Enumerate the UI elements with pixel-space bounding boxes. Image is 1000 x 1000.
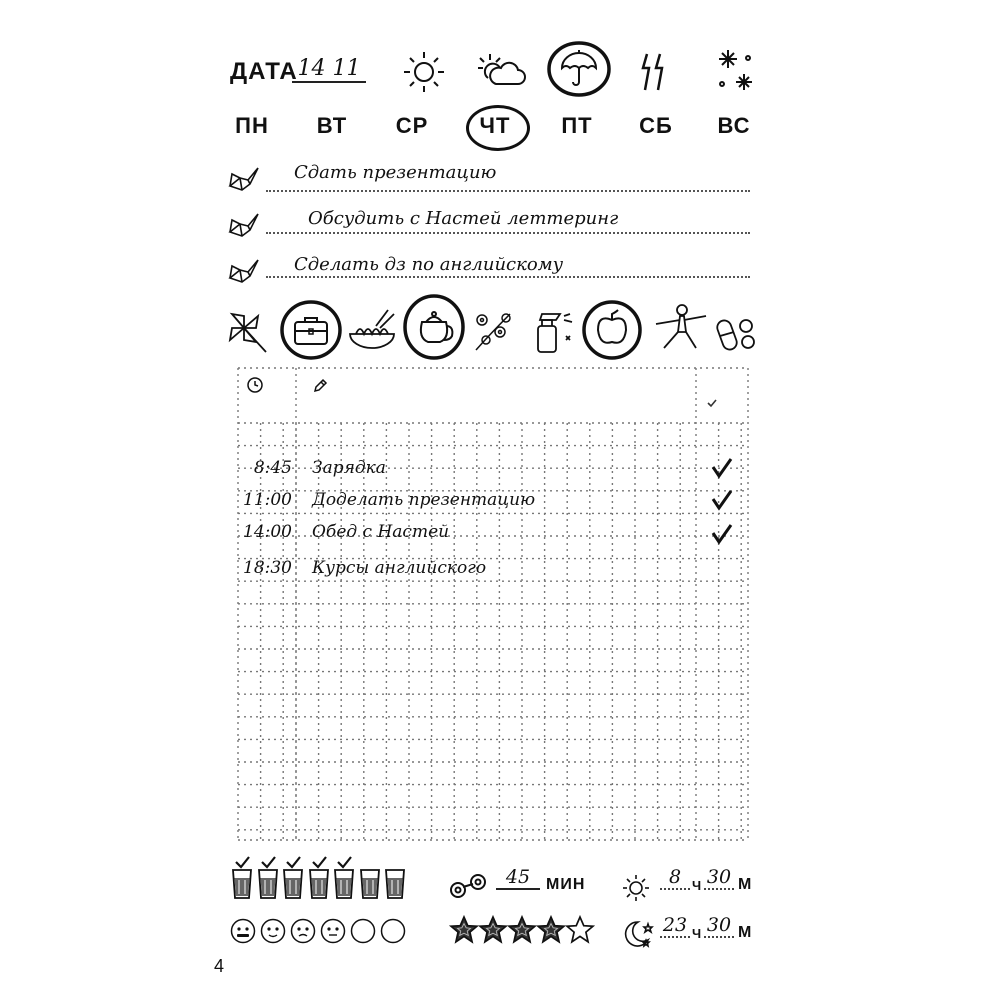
exercise-unit: МИН: [546, 876, 586, 893]
goal-text[interactable]: Сдать презентацию: [294, 162, 497, 183]
mood-face-icon[interactable]: [320, 918, 346, 944]
weekday-wed[interactable]: СР: [395, 113, 429, 138]
activity-pinwheel[interactable]: [226, 310, 270, 354]
wake-minutes[interactable]: 30: [704, 866, 734, 890]
goal-line: [266, 276, 750, 278]
paper-crane-icon: [228, 258, 260, 284]
activity-teapot[interactable]: [402, 294, 466, 360]
schedule-task: Обед с Настей: [312, 522, 450, 542]
paper-crane-icon: [228, 166, 260, 192]
weekday-sat[interactable]: СБ: [639, 113, 673, 138]
water-glass-icon[interactable]: [383, 856, 407, 900]
weather-umbrella[interactable]: [546, 40, 612, 98]
snowflake-icon: [714, 46, 754, 94]
dumbbell-icon: [448, 872, 488, 900]
goal-text[interactable]: Сделать дз по английскому: [294, 254, 564, 275]
schedule-row[interactable]: [240, 520, 740, 548]
mood-empty-icon[interactable]: [380, 918, 406, 944]
goal-item: [228, 160, 750, 192]
water-glass-icon[interactable]: [358, 856, 382, 900]
water-glass-icon[interactable]: [230, 856, 254, 900]
weekday-tue[interactable]: ВТ: [316, 113, 348, 138]
activity-apple[interactable]: [582, 300, 642, 360]
weekday-row: [222, 103, 768, 149]
wake-hours[interactable]: 8: [660, 866, 690, 890]
water-tracker: [230, 856, 420, 904]
bedtime-hours[interactable]: 23: [660, 914, 690, 938]
activity-pills[interactable]: [716, 310, 760, 354]
water-glass-icon[interactable]: [256, 856, 280, 900]
schedule-row[interactable]: [240, 456, 740, 484]
mood-face-icon[interactable]: [290, 918, 316, 944]
mood-tracker: [230, 916, 420, 948]
lightning-icon: [638, 50, 672, 94]
activity-sakura[interactable]: [470, 308, 516, 354]
activity-yoga[interactable]: [652, 302, 708, 354]
water-glass-icon[interactable]: [281, 856, 305, 900]
mood-empty-icon[interactable]: [350, 918, 376, 944]
done-check-icon[interactable]: [710, 522, 734, 546]
check-header-icon: [706, 394, 718, 406]
weekday-mon[interactable]: ПН: [235, 113, 269, 138]
yoga-icon: [652, 302, 708, 354]
noodles-icon: [346, 306, 398, 354]
sakura-icon: [470, 308, 516, 354]
pills-icon: [716, 310, 760, 354]
date-label: ДАТА: [230, 58, 298, 85]
paper-crane-icon: [228, 212, 260, 238]
done-check-icon[interactable]: [710, 456, 734, 480]
rating-star-icon[interactable]: [479, 916, 507, 944]
wake-hours-unit: Ч: [692, 878, 703, 893]
teapot-icon: [402, 294, 466, 360]
weekday-sun[interactable]: ВС: [717, 113, 751, 138]
goal-item: [228, 206, 750, 238]
schedule-row[interactable]: [240, 556, 740, 584]
schedule-time: 14:00: [243, 522, 292, 542]
clock-icon: [246, 376, 264, 394]
schedule-task: Зарядка: [312, 458, 386, 478]
schedule-task: Доделать презентацию: [312, 490, 536, 510]
weather-snowflake[interactable]: [714, 46, 754, 94]
goal-line: [266, 190, 750, 192]
sun-icon: [400, 48, 448, 96]
moon-stars-icon: [622, 918, 654, 950]
schedule-task: Курсы английского: [312, 558, 487, 578]
goal-text[interactable]: Обсудить с Настей леттеринг: [308, 208, 619, 229]
weekday-fri[interactable]: ПТ: [561, 113, 593, 138]
weekday-thu[interactable]: ЧТ: [479, 113, 511, 138]
weather-lightning[interactable]: [638, 50, 672, 94]
wake-minutes-unit: М: [738, 876, 753, 893]
done-check-icon[interactable]: [710, 488, 734, 512]
page-number: 4: [214, 956, 225, 976]
apple-icon: [582, 300, 642, 360]
bedtime-tracker: [620, 914, 760, 950]
activity-noodles[interactable]: [346, 306, 398, 354]
rating-star-icon[interactable]: [537, 916, 565, 944]
mood-face-icon[interactable]: [230, 918, 256, 944]
schedule-row[interactable]: [240, 488, 740, 516]
schedule-time: 8:45: [253, 458, 292, 478]
rating-star-icon[interactable]: [450, 916, 478, 944]
exercise-tracker: [448, 866, 588, 902]
wake-tracker: [620, 866, 760, 902]
partly-cloudy-icon: [474, 48, 530, 96]
sun-small-icon: [620, 872, 652, 904]
weather-sun[interactable]: [400, 48, 448, 96]
bedtime-minutes[interactable]: 30: [704, 914, 734, 938]
mood-face-icon[interactable]: [260, 918, 286, 944]
activity-spray-bottle[interactable]: [530, 306, 576, 354]
goal-item: [228, 252, 750, 284]
spray-bottle-icon: [530, 306, 576, 354]
bedtime-minutes-unit: М: [738, 924, 753, 941]
bedtime-hours-unit: Ч: [692, 926, 703, 941]
water-glass-icon[interactable]: [307, 856, 331, 900]
umbrella-icon: [546, 40, 612, 98]
date-value[interactable]: 14 11: [292, 56, 366, 83]
rating-star-icon[interactable]: [566, 916, 594, 944]
schedule-grid: [238, 368, 748, 840]
pinwheel-icon: [226, 310, 270, 354]
activity-briefcase[interactable]: [280, 300, 342, 360]
weather-partly-cloudy[interactable]: [474, 48, 530, 96]
pencil-icon: [312, 378, 328, 394]
rating-stars: [450, 914, 600, 948]
briefcase-icon: [280, 300, 342, 360]
rating-star-icon[interactable]: [508, 916, 536, 944]
water-glass-icon[interactable]: [332, 856, 356, 900]
schedule-time: 11:00: [243, 490, 292, 510]
goal-line: [266, 232, 750, 234]
schedule-time: 18:30: [243, 558, 292, 578]
exercise-value[interactable]: 45: [496, 866, 540, 890]
